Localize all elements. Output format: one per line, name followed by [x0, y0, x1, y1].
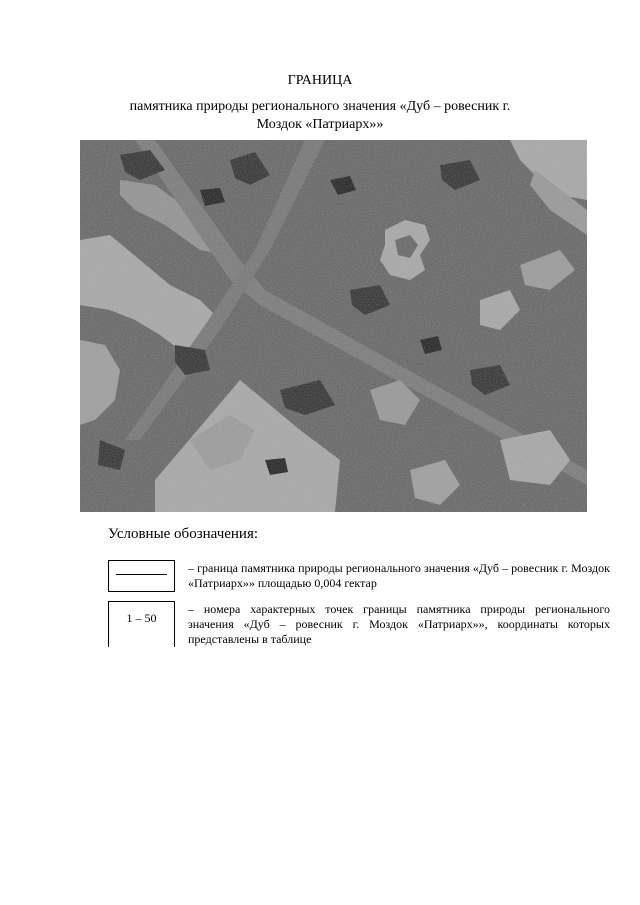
boundary-line-sample: [116, 574, 167, 575]
legend-points-symbol-tail: [108, 635, 175, 647]
legend-heading: Условные обозначения:: [108, 526, 259, 542]
legend-boundary-symbol: [108, 560, 175, 592]
page-title: ГРАНИЦА: [287, 73, 353, 88]
aerial-map: [80, 140, 587, 512]
map-grain: [80, 140, 587, 512]
legend-points-symbol: 1 – 50: [108, 601, 175, 635]
legend-boundary-text: – граница памятника природы регионального значения «Дуб – ровесник г. Моздок «Патриарх»» площадью 0,004 гектар: [188, 561, 610, 590]
legend-points-text: – номера характерных точек границы памятника природы регионального значения «Дуб – ровесник г. Моздок «Патриарх»», координаты которых представлены в таблице: [188, 602, 610, 646]
page-subtitle: памятника природы регионального значения «Дуб – ровесник г. Моздок «Патриарх»»: [129, 99, 511, 132]
